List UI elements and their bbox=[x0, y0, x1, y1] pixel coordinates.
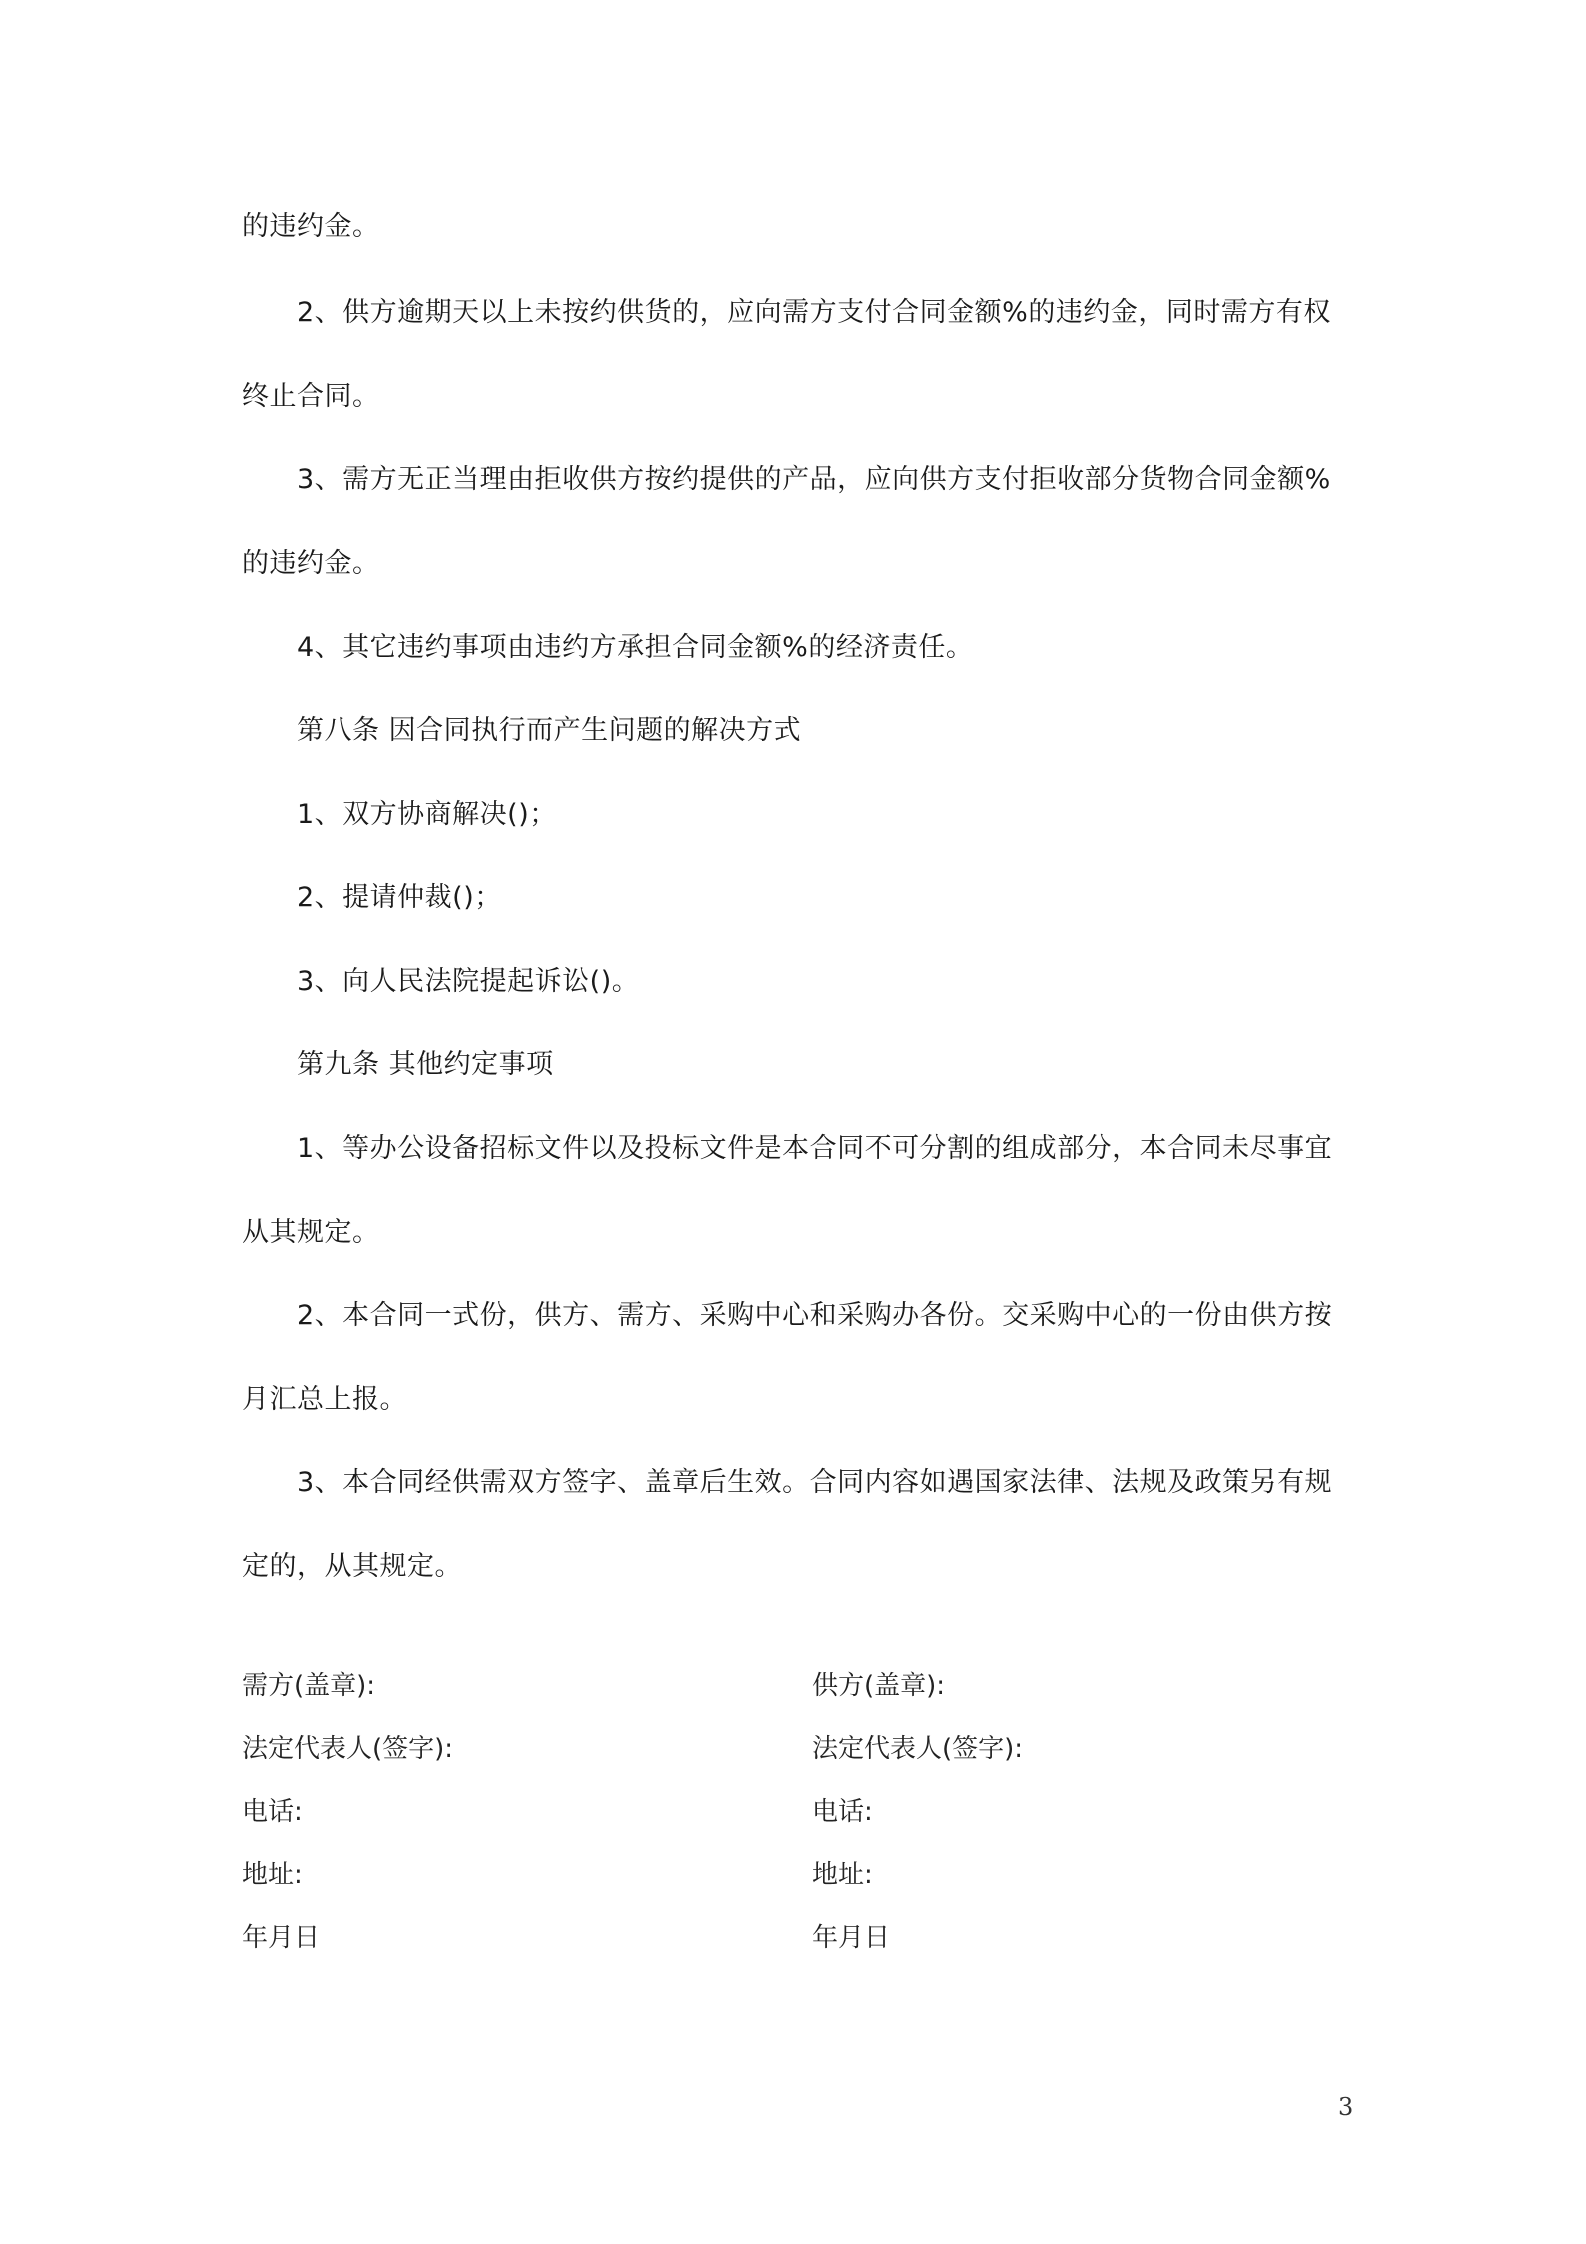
paragraph-line: 定的，从其规定。 bbox=[242, 1551, 462, 1582]
section-heading: 第九条 其他约定事项 bbox=[297, 1049, 554, 1080]
paragraph-line: 终止合同。 bbox=[242, 381, 380, 412]
supplier-representative-label: 法定代表人(签字): bbox=[812, 1734, 1024, 1764]
paragraph-line: 3、需方无正当理由拒收供方按约提供的产品，应向供方支付拒收部分货物合同金额% bbox=[297, 464, 1331, 495]
buyer-phone-label: 电话: bbox=[242, 1797, 303, 1827]
page-number: 3 bbox=[1338, 2093, 1354, 2121]
supplier-date-label: 年月日 bbox=[812, 1923, 891, 1953]
paragraph-line: 的违约金。 bbox=[242, 211, 380, 242]
supplier-phone-label: 电话: bbox=[812, 1797, 873, 1827]
paragraph-line: 2、供方逾期天以上未按约供货的，应向需方支付合同金额%的违约金，同时需方有权 bbox=[297, 297, 1331, 328]
buyer-address-label: 地址: bbox=[242, 1860, 303, 1890]
paragraph-line: 4、其它违约事项由违约方承担合同金额%的经济责任。 bbox=[297, 632, 974, 663]
paragraph-line: 的违约金。 bbox=[242, 548, 380, 579]
paragraph-line: 2、提请仲裁()； bbox=[297, 882, 502, 913]
paragraph-line: 1、等办公设备招标文件以及投标文件是本合同不可分割的组成部分，本合同未尽事宜 bbox=[297, 1133, 1333, 1164]
paragraph-line: 3、向人民法院提起诉讼()。 bbox=[297, 966, 640, 997]
paragraph-line: 从其规定。 bbox=[242, 1217, 380, 1248]
paragraph-line: 3、本合同经供需双方签字、盖章后生效。合同内容如遇国家法律、法规及政策另有规 bbox=[297, 1467, 1333, 1498]
supplier-address-label: 地址: bbox=[812, 1860, 873, 1890]
buyer-date-label: 年月日 bbox=[242, 1923, 321, 1953]
section-heading: 第八条 因合同执行而产生问题的解决方式 bbox=[297, 715, 802, 746]
paragraph-line: 1、双方协商解决()； bbox=[297, 799, 557, 830]
buyer-seal-label: 需方(盖章): bbox=[242, 1671, 376, 1701]
buyer-representative-label: 法定代表人(签字): bbox=[242, 1734, 454, 1764]
paragraph-line: 月汇总上报。 bbox=[242, 1384, 407, 1415]
supplier-seal-label: 供方(盖章): bbox=[812, 1671, 946, 1701]
paragraph-line: 2、本合同一式份，供方、需方、采购中心和采购办各份。交采购中心的一份由供方按 bbox=[297, 1300, 1333, 1331]
